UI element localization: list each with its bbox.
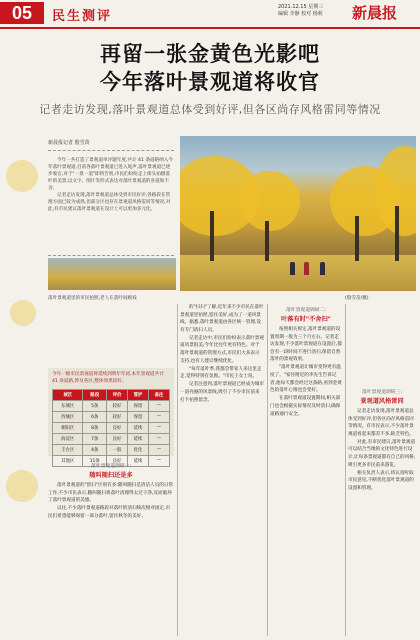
table-cell: 东城区 [53, 400, 83, 411]
headline-line-2: 今年落叶景观道将收官 [100, 70, 320, 94]
leaf-covered-ground [180, 255, 416, 291]
table-row [53, 433, 170, 444]
paragraph: 记者走访中,市民们纷纷表示落叶景观道风景很美,今年比往年更有特色。对于落叶景观道的管理方式,市民们大多表示支持,也有人建议继续优化。 [180, 335, 264, 364]
table-cell: 备注 [148, 389, 169, 400]
table-cell: 路段 [83, 389, 107, 400]
table-cell: 较好 [106, 411, 127, 422]
table-cell: 较好 [106, 400, 127, 411]
section-name: 民生测评 [52, 9, 113, 24]
paragraph: 在落叶景观道设置期间,相关部门也会根据实际情况及时清扫,确保道路通行安全。 [270, 396, 341, 417]
col-c-kicker: 落叶景观道调研二: [286, 308, 326, 313]
tree-canopy [240, 171, 300, 231]
photo-caption: 落叶景观道里的市民拍照,老人在落叶间嬉戏 [48, 296, 137, 301]
table-row [53, 411, 170, 422]
headline-line-1: 再留一张金黄色光影吧 [100, 42, 320, 66]
table-cell: 管护 [127, 389, 148, 400]
col-c-subheading: 叶落有时"不舍扫" [281, 316, 331, 323]
table-cell: — [148, 433, 169, 444]
column-a-body [48, 482, 174, 521]
table-cell: 城区 [53, 389, 83, 400]
table-cell: — [148, 455, 169, 466]
table-cell: 8条 [83, 422, 107, 433]
table-cell: 西城区 [53, 411, 83, 422]
paragraph: 记者注意到,落叶景观道已经成为城市一道亮丽的风景线,吸引了不少市民前来打卡拍照留念。 [180, 382, 264, 403]
table-cell: 4条 [83, 444, 107, 455]
lead-paragraph: 今年一共打造了景观道单评题年度,共计 41 条道路纳入今年落叶景观道,目前各落叶景观道已进入尾声,落叶景观道已逐步收官,对于"一景一道"即将告别,市民们纷纷走上街头拍摄落叶的美景,以文字、图片等形式表达对落叶景观道的喜爱和不舍。 [48, 158, 173, 191]
tree-trunk [355, 216, 359, 261]
table-row [53, 400, 170, 411]
column-d-body [348, 408, 416, 493]
newspaper-logo: 新晨报 [352, 4, 398, 22]
table-cell: 良好 [106, 455, 127, 466]
table-cell: 7条 [83, 433, 107, 444]
table-row [53, 444, 170, 455]
pedestrian [290, 262, 295, 275]
table-cell: — [148, 444, 169, 455]
paragraph: 按照相关规定,落叶景观道的设置周期一般为三个月左右。记者走访发现,不少落叶景观道在设置后,都会有一段时间不进行清扫,保留自然落叶的景观效果。 [270, 327, 342, 363]
table-row [53, 422, 170, 433]
table-cell: 丰台区 [53, 444, 83, 455]
table-cell: 一般 [106, 444, 127, 455]
issue-date [278, 4, 323, 18]
column-b-body [180, 304, 264, 405]
leaf-decoration [6, 160, 38, 192]
paragraph: 以往,不少落叶景观道路段对落叶的清扫频次相对固定,市民们希望能够保留一部分落叶,留住秋冬的美好。 [48, 506, 171, 519]
tree-trunk [395, 206, 399, 261]
paragraph: 的"扫扫"了解,近年来不少市民在落叶景观道里拍照,留住美好,成为了一道风景线。据悉,落叶景观道由各区统一管理,设有专门清扫人员。 [180, 305, 264, 333]
paragraph: "落叶景观道让城市变得更有温度了。"家住附近的李先生告诉记者,他每天都会经过这条路,看到金黄色的落叶心情也会变好。 [270, 365, 342, 394]
leaf-decoration [10, 300, 36, 326]
paragraph: "每年落叶季,我都会带家人来这里走走,觉得特别有氛围。"市民王女士说。 [180, 366, 262, 380]
header-divider [0, 27, 420, 29]
issue-editor-line: 编辑 李静 校对 杨莉 [278, 11, 323, 17]
table-header-row [53, 389, 170, 400]
table-cell: 11条 [83, 455, 107, 466]
leaf-decoration [6, 470, 38, 502]
column-c-body [270, 326, 342, 419]
column-rule [345, 304, 346, 636]
table-cell: 良好 [106, 433, 127, 444]
col-d-subheading: 景观道风格雷同 [360, 398, 404, 405]
paragraph: 记者走访发现,落叶景观道总体受到好评,但各区尚存风格雷同等情况。有市民表示,不少落叶景观道看起来都差不多,缺乏特色。 [348, 409, 414, 437]
pedestrian [304, 262, 309, 275]
paragraph: 对此,有市民建议,落叶景观道可以结合当地的文化特色进行设计,让每条景观道都有自己的风格,吸引更多市民前来游览。 [348, 439, 416, 468]
lead-summary [48, 150, 174, 256]
subtitle: 记者走访发现,落叶景观道总体受到好评,但各区尚存风格雷同等情况 [39, 103, 381, 116]
table-cell: 评价 [106, 389, 127, 400]
table-cell: 延续 [127, 422, 148, 433]
column-rule [267, 304, 268, 636]
photo-credit: (殷雪苗/摄) [345, 296, 369, 301]
secondary-photo [48, 258, 176, 290]
tree-trunk [265, 221, 269, 261]
table-cell: 其他区 [53, 455, 83, 466]
table-cell: 延续 [127, 433, 148, 444]
table-cell: 6条 [83, 411, 107, 422]
note-intro: 今年一级市民景观道将延续到明年年初,本年景观道共计 41 条道路,涉及各区,整体效果较好。 [52, 372, 164, 384]
table-cell: 海淀区 [53, 433, 83, 444]
tree-trunk [210, 211, 214, 261]
table-cell: 良好 [106, 422, 127, 433]
column-rule [177, 304, 178, 636]
lead-paragraph: 记者走访发现,落叶景观道总体受到市民好评,各路段在管理方面已较为成熟,但部分区也存在景观道风格雷同等情况,对此,有市民建议落叶景观道在设计上可以更加多元化。 [48, 193, 171, 212]
issue-date-line1: 2021.12.15 星期三 [278, 4, 324, 10]
data-table [52, 389, 170, 467]
table-cell: — [148, 411, 169, 422]
pedestrian [320, 262, 325, 275]
table-cell: 延续 [127, 455, 148, 466]
table-cell: 保留 [127, 411, 148, 422]
table-cell: 朝阳区 [53, 422, 83, 433]
page-number: 05 [0, 2, 44, 24]
table-cell: — [148, 400, 169, 411]
table-cell: — [148, 422, 169, 433]
col-a-kicker: 落叶景观道调研一: [91, 464, 131, 469]
paragraph: 相关负责人表示,将认真听取市民意见,不断优化落叶景观道的设置和管理。 [348, 470, 414, 491]
byline: 新晨报记者 殷雪苗 [48, 140, 90, 146]
table-cell: 保留 [127, 400, 148, 411]
main-photo-ginkgo-avenue [180, 136, 416, 291]
data-note-box [48, 368, 174, 464]
col-d-kicker: 落叶景观道调研三: [362, 390, 402, 395]
paragraph: 落叶景观道的"留扫"区别有多:随叫随扫是清洁人员的日常工作,不少市民表示,随叫随扫将落叶清理得太过干净,反而破坏了落叶景观道的美感。 [48, 483, 174, 504]
table-cell: 优化 [127, 444, 148, 455]
table-cell: 5条 [83, 400, 107, 411]
page-header [0, 0, 420, 28]
col-a-subheading: 随叫随扫还是多 [89, 472, 133, 479]
